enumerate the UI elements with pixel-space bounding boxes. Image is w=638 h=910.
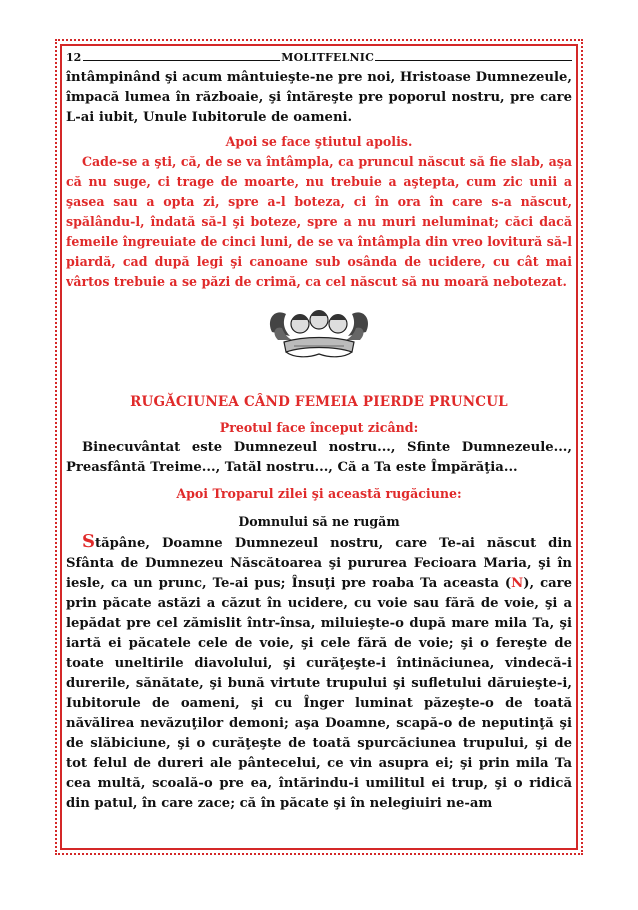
rubric-priest: Preotul face început zicând: (219, 420, 419, 435)
header-title: MOLITFELNIC (281, 51, 375, 64)
paragraph-blessing: Binecuvântat este Dumnezeul nostru..., Sfinte Dumnezeule..., Preasfântă Treime..., Tatăl nostru..., Că a Ta este Împărăţia... (66, 440, 572, 475)
prayer-part-1: tăpâne, Doamne Dumnezeul nostru, care Te-ai născut din Sfânta de Dumnezeu Născătoarea şi pururea Fecioara Maria, şi în iesle, ca un prunc, Te-ai pus; Însuţi pre roaba Ta aceasta ( (66, 536, 572, 591)
name-placeholder: N (511, 576, 524, 591)
page-content (66, 48, 572, 848)
rubric-apolis: Apoi se face ştiutul apolis. (225, 134, 413, 149)
section-heading: RUGĂCIUNEA CÂND FEMEIA PIERDE PRUNCUL (130, 394, 508, 410)
paragraph-opening: întâmpinând şi acum mântuieşte-ne pre noi, Hristoase Dumnezeule, împacă lumea în războaie, şi întăreşte pre poporul nostru, pre care L-ai iubit, Unule Iubitorule de oameni. (66, 70, 572, 125)
header-rule-left (83, 60, 280, 61)
prayer-text (66, 532, 572, 814)
page-number: 12 (66, 51, 82, 64)
rubric-instruction: Cade-se a şti, că, de se va întâmpla, ca pruncul născut să fie slab, aşa că nu suge, ci trage de moarte, nu trebuie a aştepta, cum zic unii a şasea sau a opta zi, spre a-l boteza, ci în ora în care s-a născut, spălându-l, îndată să-l şi boteze, spre a nu muri neluminat; căci dacă femeile îngreuiate de cinci luni, de se va întâmpla din vreo lovitură să-l piardă, cad după legi şi canoane sub osânda de ucidere, cu cât mai vârtos trebuie a se păzi de crimă, ca cel născut să nu moară nebotezat. (66, 154, 572, 289)
drop-capital: S (82, 531, 95, 552)
angels-ornament-icon (264, 302, 374, 364)
rubric-troparion: Apoi Troparul zilei şi această rugăciune: (176, 486, 462, 501)
deacon-litany: Domnului să ne rugăm (238, 514, 400, 529)
prayer-part-2: ), care prin păcate astăzi a căzut în ucidere, cu voie sau fără de voie, şi a lepădat pre cel zămislit într-însa, miluieşte-o după mare mila Ta, şi iartă ei păcatele cele de voie, şi cele fără de voie; şi o fereşte de toate uneltirile diavolului, şi curăţeşte-i întinăciunea, vindecă-i durerile, sănătate, şi bună virtute trupului şi sufletului dăruieşte-i, Iubitorule de oameni, şi cu Înger luminat păzeşte-o de toată năvălirea nevăzuţilor demoni; aşa Doamne, scapă-o de neputinţă şi de slăbiciune, şi o curăţeşte de toată spurcăciunea trupului, şi de tot felul de dureri ale pântecelui, ce vin asupra ei; şi prin mila Ta cea multă, scoală-o pre ea, întărindu-i umilitul ei trup, şi o ridică din patul, în care zace; că în păcate şi în nelegiuiri ne-am (66, 576, 572, 811)
ornament (66, 302, 572, 364)
header-rule-right (375, 60, 572, 61)
running-header (66, 48, 572, 64)
